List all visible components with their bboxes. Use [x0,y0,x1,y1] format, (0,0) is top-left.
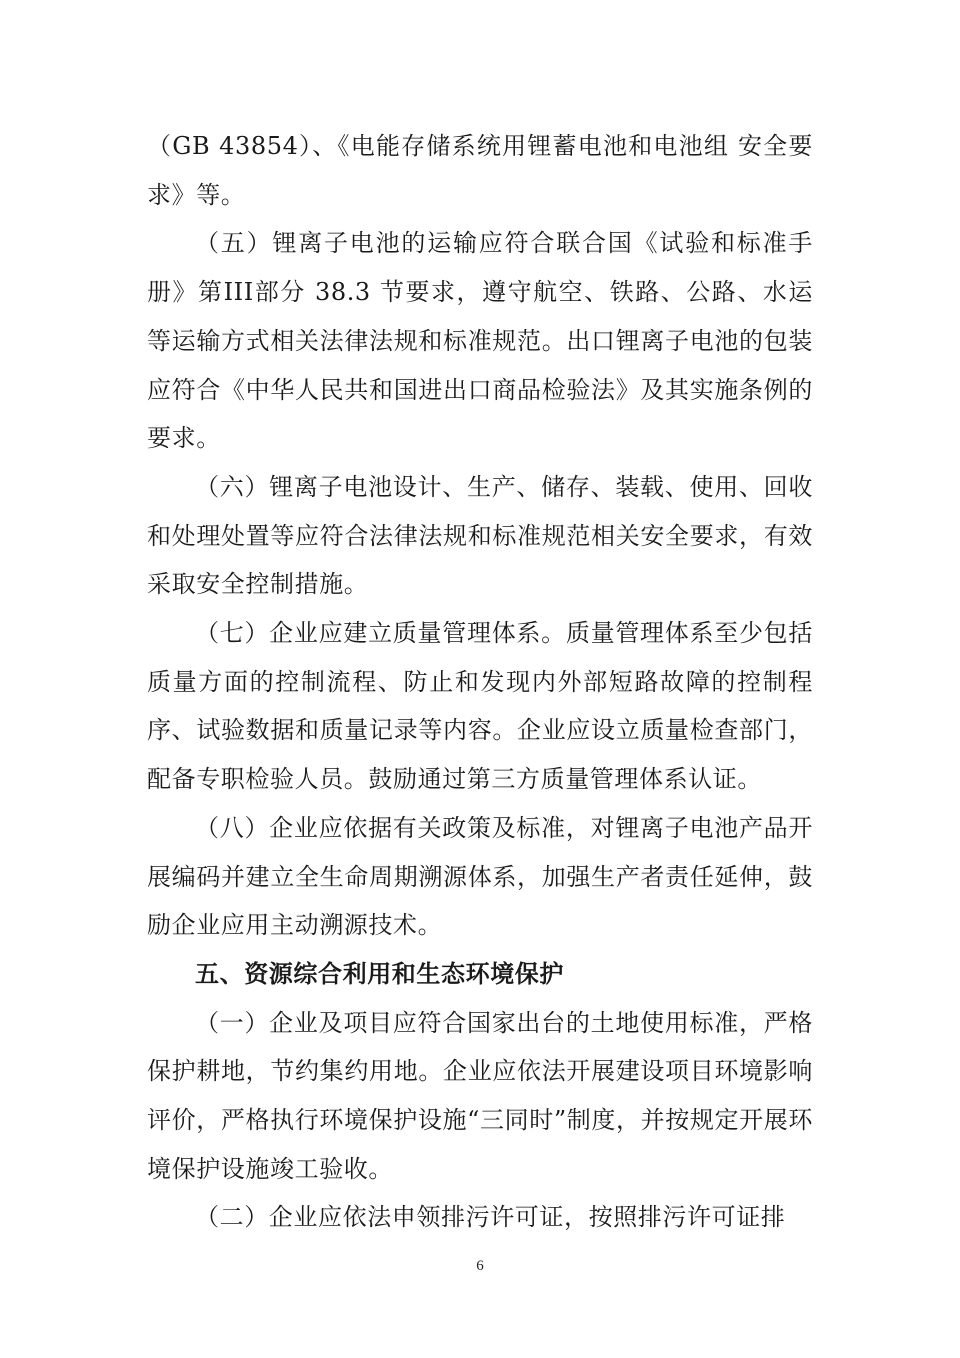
paragraph-item-8: （八）企业应依据有关政策及标准，对锂离子电池产品开展编码并建立全生命周期溯源体系，加强生产者责任延伸，鼓励企业应用主动溯源技术。 [147,813,813,940]
paragraph-item-7: （七）企业应建立质量管理体系。质量管理体系至少包括质量方面的控制流程、防止和发现内外部短路故障的控制程序、试验数据和质量记录等内容。企业应设立质量检查部门，配备专职检验人员。鼓励通过第三方质量管理体系认证。 [147,619,813,794]
paragraph-item-6: （六）锂离子电池设计、生产、储存、装载、使用、回收和处理处置等应符合法律法规和标准规范相关安全要求，有效采取安全控制措施。 [147,472,813,599]
section-heading: 五、资源综合利用和生态环境保护 [195,959,564,988]
page-number: 6 [476,1258,484,1274]
section-paragraph-1: （一）企业及项目应符合国家出台的土地使用标准，严格保护耕地，节约集约用地。企业应依法开展建设项目环境影响评价，严格执行环境保护设施“三同时”制度，并按规定开展环境保护设施竣工验收。 [147,1008,813,1183]
section-paragraph-2: （二）企业应依法申领排污许可证，按照排污许可证排 [195,1203,786,1232]
paragraph-item-5: （五）锂离子电池的运输应符合联合国《试验和标准手册》第III部分 38.3 节要求，遵守航空、铁路、公路、水运等运输方式相关法律法规和标准规范。出口锂离子电池的包装应符合《中华人民共和国进出口商品检验法》及其实施条例的要求。 [147,229,813,453]
paragraph-continuation: （GB 43854）、《电能存储系统用锂蓄电池和电池组 安全要求》等。 [147,132,813,209]
document-body [147,122,813,1242]
